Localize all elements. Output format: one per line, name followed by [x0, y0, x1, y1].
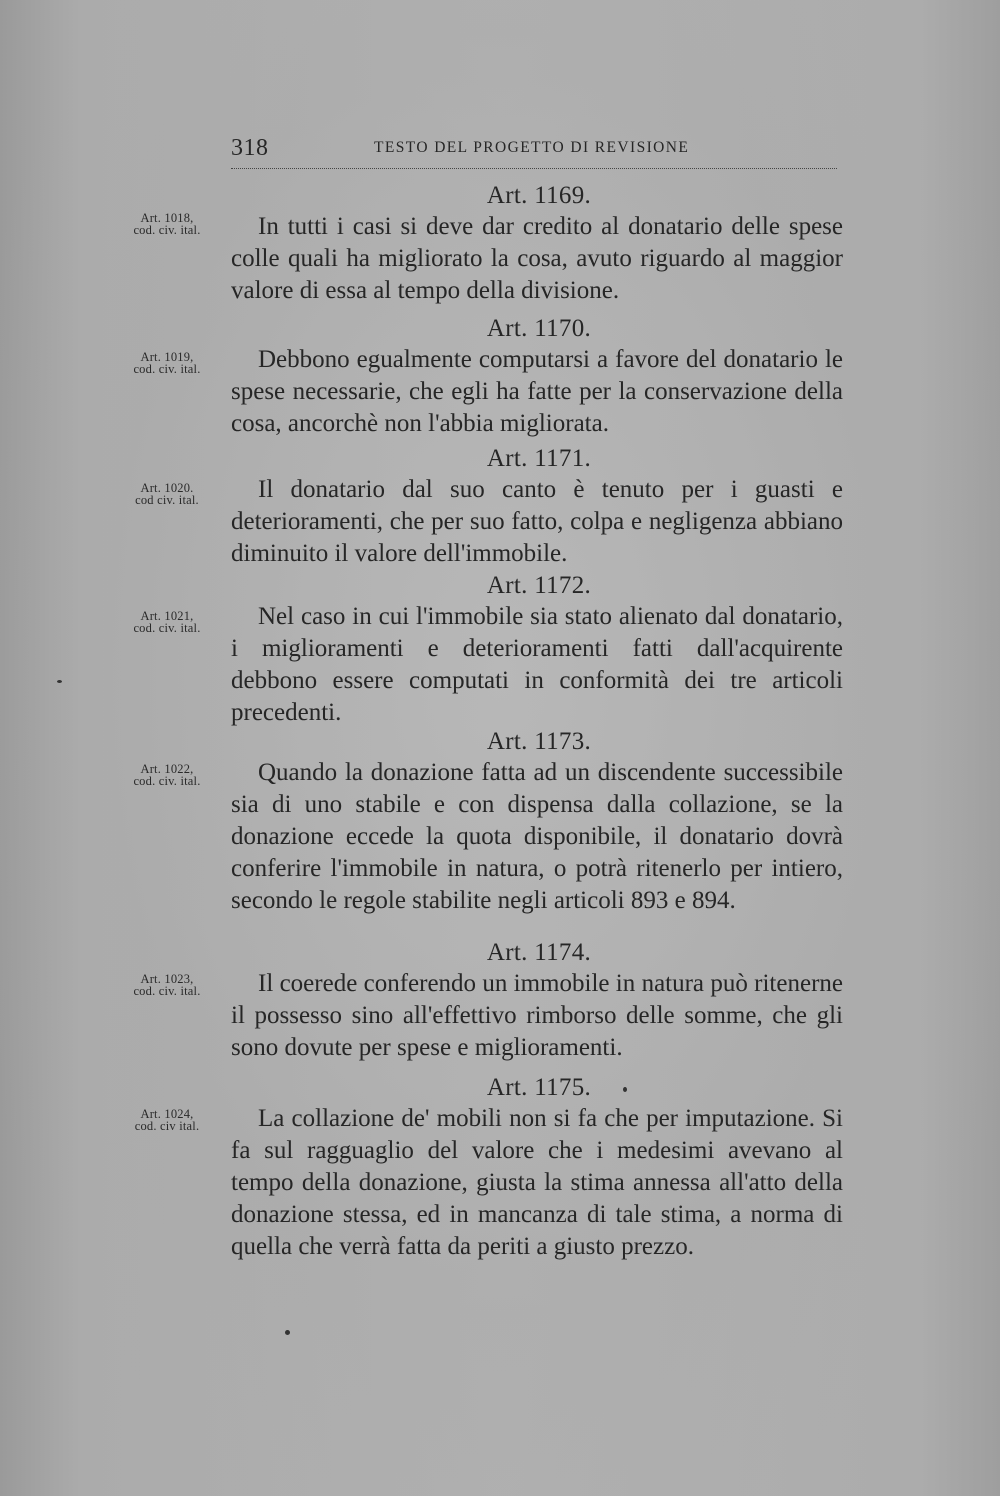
margin-reference	[112, 763, 222, 787]
margin-reference	[112, 1108, 222, 1132]
article-block	[231, 570, 843, 729]
margin-reference-code: cod. civ. ital.	[133, 774, 201, 788]
article-block	[231, 180, 843, 307]
margin-reference-article: Art. 1019,	[140, 350, 194, 364]
ink-speck	[285, 1330, 290, 1335]
header-rule	[231, 168, 837, 169]
running-header	[231, 133, 837, 173]
article-text: Il coerede conferendo un immobile in natura può ritenerne il possesso sino all'effettivo rimborso delle somme, che gli sono dovute per spese e miglioramenti.	[231, 970, 843, 1061]
margin-reference-code: cod. civ. ital.	[133, 362, 201, 376]
article-text: In tutti i casi si deve dar credito al donatario delle spese colle quali ha migliorato la cosa, avuto riguardo al maggior valore di essa al tempo della divisione.	[231, 213, 843, 304]
article-text: Il donatario dal suo canto è tenuto per i guasti e deterioramenti, che per suo fatto, colpa e negligenza abbiano diminuito il valore dell'immobile.	[231, 476, 843, 567]
margin-reference-article: Art. 1023,	[140, 972, 194, 986]
margin-reference-code: cod. civ. ital.	[133, 621, 201, 635]
page-number: 318	[231, 135, 269, 161]
article-heading: Art. 1169.	[486, 182, 592, 209]
article-heading: Art. 1173.	[486, 728, 592, 755]
article-heading: Art. 1174.	[486, 939, 592, 966]
margin-reference-code: cod civ. ital.	[135, 493, 199, 507]
article-block	[231, 313, 843, 440]
article-block	[231, 443, 843, 570]
article-heading: Art. 1175.	[486, 1074, 592, 1101]
article-block	[231, 726, 843, 917]
margin-reference-code: cod. civ. ital.	[133, 223, 201, 237]
margin-reference-code: cod. civ ital.	[134, 1119, 200, 1133]
article-heading: Art. 1172.	[486, 572, 592, 599]
article-text: La collazione de' mobili non si fa che per imputazione. Si fa sul ragguaglio del valore che i medesimi avevano al tempo della donazione, giusta la stima annessa all'atto della donazione stessa, ed in mancanza di tale stima, a norma di quella che verrà fatta da periti a giusto prezzo.	[231, 1105, 843, 1260]
margin-reference-article: Art. 1020.	[140, 481, 194, 495]
article-text: Debbono egualmente computarsi a favore del donatario le spese necessarie, che egli ha fatte per la conservazione della cosa, ancorchè non l'abbia migliorata.	[231, 346, 843, 437]
article-text: Nel caso in cui l'immobile sia stato alienato dal donatario, i miglioramenti e deterioramenti fatti dall'acquirente debbono essere computati in conformità dei tre articoli precedenti.	[231, 603, 843, 726]
margin-reference	[112, 610, 222, 634]
ink-speck	[623, 1087, 627, 1092]
running-title: TESTO DEL PROGETTO DI REVISIONE	[374, 139, 690, 156]
margin-reference	[112, 351, 222, 375]
margin-reference	[112, 482, 222, 506]
article-block	[231, 1072, 843, 1263]
margin-reference	[112, 212, 222, 236]
article-text: Quando la donazione fatta ad un discendente successibile sia di uno stabile e con dispensa dalla collazione, se la donazione eccede la quota disponibile, il donatario dovrà conferire l'immobile in natura, o potrà ritenerlo per intiero, secondo le regole stabilite negli articoli 893 e 894.	[231, 759, 843, 914]
ink-speck	[57, 680, 62, 683]
margin-reference-article: Art. 1024,	[140, 1107, 194, 1121]
margin-reference	[112, 973, 222, 997]
article-heading: Art. 1170.	[486, 315, 592, 342]
margin-reference-article: Art. 1021,	[140, 609, 194, 623]
margin-reference-article: Art. 1018,	[140, 211, 194, 225]
article-heading: Art. 1171.	[486, 445, 592, 472]
margin-reference-article: Art. 1022,	[140, 762, 194, 776]
article-block	[231, 937, 843, 1064]
margin-reference-code: cod. civ. ital.	[133, 984, 201, 998]
